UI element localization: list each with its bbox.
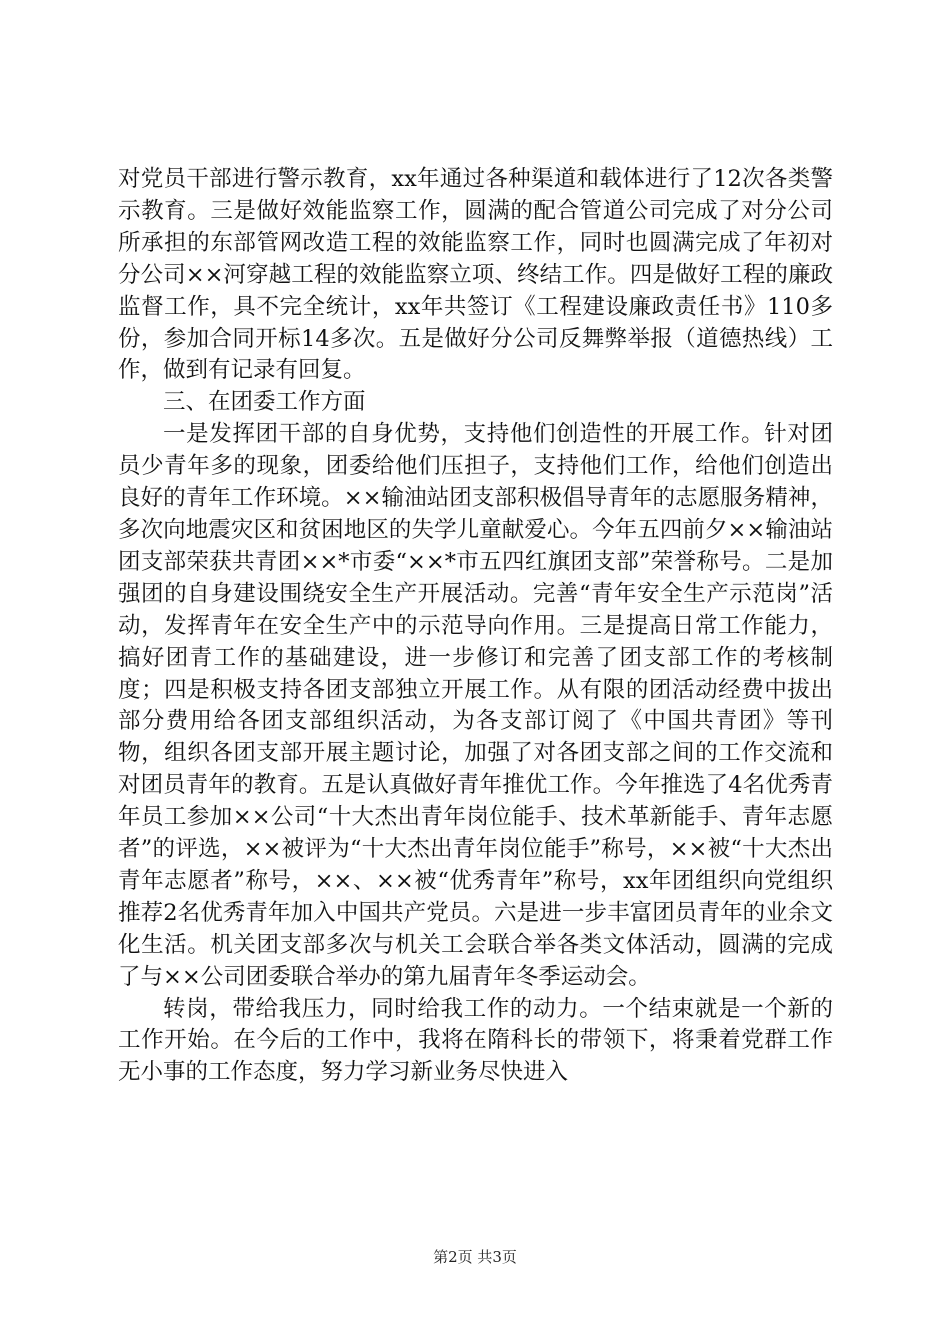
paragraph-supervision-continued: 对党员干部进行警示教育，xx年通过各种渠道和载体进行了12次各类警示教育。三是做好效能监察工作，圆满的配合管道公司完成了对分公司所承担的东部管网改造工程的效能监察工作，同时也圆满完成了年初对分公司××河穿越工程的效能监察立项、终结工作。四是做好工程的廉政监督工作，具不完全统计，xx年共签订《工程建设廉政责任书》110多份，参加合同开标14多次。五是做好分公司反舞弊举报（道德热线）工作，做到有记录有回复。: [118, 166, 833, 384]
paragraph-youth-league-work: 一是发挥团干部的自身优势，支持他们创造性的开展工作。针对团员少青年多的现象，团委给他们压担子，支持他们工作，给他们创造出良好的青年工作环境。××输油站团支部积极倡导青年的志愿服务精神，多次向地震灾区和贫困地区的失学儿童献爱心。今年五四前夕××输油站团支部荣获共青团××*市委“××*市五四红旗团支部”荣誉称号。二是加强团的自身建设围绕安全生产开展活动。完善“青年安全生产示范岗”活动，发挥青年在安全生产中的示范导向作用。三是提高日常工作能力，搞好团青工作的基础建设，进一步修订和完善了团支部工作的考核制度；四是积极支持各团支部独立开展工作。从有限的团活动经费中拔出部分费用给各团支部组织活动，为各支部订阅了《中国共青团》等刊物，组织各团支部开展主题讨论，加强了对各团支部之间的工作交流和对团员青年的教育。五是认真做好青年推优工作。今年推选了4名优秀青年员工参加××公司“十大杰出青年岗位能手、技术革新能手、青年志愿者”的评选，××被评为“十大杰出青年岗位能手”称号，××被“十大杰出青年志愿者”称号，××、××被“优秀青年”称号，xx年团组织向党组织推荐2名优秀青年加入中国共产党员。六是进一步丰富团员青年的业余文化生活。机关团支部多次与机关工会联合举各类文体活动，圆满的完成了与××公司团委联合举办的第九届青年冬季运动会。: [118, 421, 833, 990]
document-body: [118, 164, 833, 1089]
paragraph-job-transfer: 转岗，带给我压力，同时给我工作的动力。一个结束就是一个新的工作开始。在今后的工作中，我将在隋科长的带领下，将秉着党群工作无小事的工作态度，努力学习新业务尽快进入: [118, 995, 833, 1086]
section-heading-youth-league: 三、在团委工作方面: [163, 389, 366, 416]
page-number-footer: 第2页 共3页: [433, 1248, 517, 1266]
